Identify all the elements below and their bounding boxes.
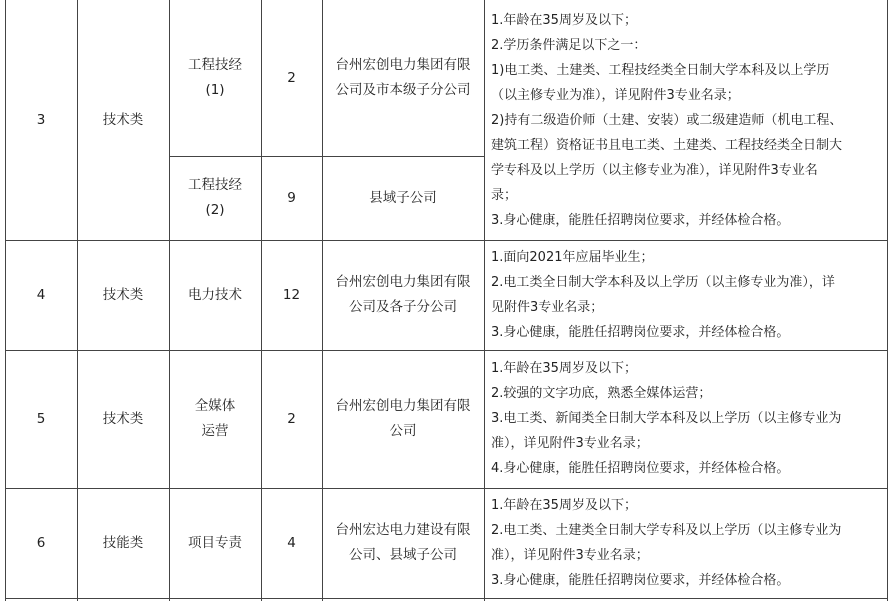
position-cell	[169, 488, 261, 598]
unit-cell	[322, 156, 484, 240]
position-text: 工程技经	[188, 57, 242, 73]
requirement-line: 准），详见附件3专业名录；	[491, 548, 649, 563]
count-text: 2	[287, 69, 296, 86]
count-cell	[261, 488, 322, 598]
category-text: 技术类	[102, 111, 144, 128]
requirement-line: 1.年龄在35周岁及以下；	[491, 498, 637, 513]
category-cell	[77, 488, 169, 598]
requirement-line: 见附件3专业名录；	[491, 300, 604, 315]
position-cell	[169, 240, 261, 350]
requirement-line: 3.身心健康，能胜任招聘岗位要求，并经体检合格。	[491, 213, 790, 228]
requirement-line: 3.身心健康，能胜任招聘岗位要求，并经体检合格。	[491, 325, 790, 340]
position-cell	[169, 0, 261, 156]
position-text: (2)	[205, 202, 225, 218]
requirements-cell	[485, 245, 887, 345]
unit-text: 台州宏创电力集团有限	[335, 398, 471, 414]
row-number	[5, 0, 77, 240]
category-text: 技术类	[102, 286, 144, 303]
count-cell	[261, 0, 322, 156]
requirement-line: 建筑工程）资格证书且电工类、土建类、工程技经类全日制大	[491, 138, 843, 153]
unit-text: 县域子公司	[369, 189, 437, 206]
unit-cell	[322, 0, 484, 156]
requirement-line: 3.电工类、新闻类全日制大学本科及以上学历（以主修专业为	[491, 411, 842, 426]
grid-line	[887, 0, 888, 601]
requirement-line: 准），详见附件3专业名录；	[491, 436, 649, 451]
row-number-text: 5	[36, 410, 46, 427]
unit-text: 公司及市本级子分公司	[335, 82, 471, 98]
category-cell	[77, 350, 169, 488]
requirement-line: 1.年龄在35周岁及以下；	[491, 13, 637, 28]
requirement-line: 1.年龄在35周岁及以下；	[491, 361, 637, 376]
unit-cell	[322, 240, 484, 350]
position-text: 电力技术	[188, 286, 242, 303]
requirement-line: 1.面向2021年应届毕业生；	[491, 250, 654, 265]
category-cell	[77, 240, 169, 350]
requirement-line: 2.较强的文字功底，熟悉全媒体运营；	[491, 386, 712, 401]
count-text: 9	[287, 189, 296, 206]
requirement-line: 学专科及以上学历（以主修专业为准），详见附件3专业名	[491, 163, 818, 178]
row-number-text: 3	[36, 111, 46, 128]
row-number-text: 4	[36, 286, 46, 303]
unit-cell	[322, 350, 484, 488]
row-number	[5, 240, 77, 350]
unit-text: 公司、县域子公司	[349, 547, 457, 563]
requirement-line: 3.身心健康，能胜任招聘岗位要求，并经体检合格。	[491, 573, 790, 588]
requirements-cell	[485, 493, 887, 593]
position-cell	[169, 156, 261, 240]
row-number-text: 6	[36, 534, 46, 551]
position-text: 工程技经	[188, 177, 242, 193]
count-cell	[261, 240, 322, 350]
requirement-line: （以主修专业为准），详见附件3专业名录；	[491, 88, 740, 103]
position-text: 全媒体	[194, 398, 236, 414]
category-text: 技能类	[102, 534, 144, 551]
unit-cell	[322, 488, 484, 598]
unit-text: 公司及各子分公司	[349, 299, 457, 315]
unit-text: 台州宏创电力集团有限	[335, 274, 471, 290]
unit-text: 台州宏达电力建设有限	[335, 522, 471, 538]
unit-text: 公司	[389, 423, 417, 439]
requirements-cell	[485, 8, 887, 233]
category-text: 技术类	[102, 410, 144, 427]
unit-text: 台州宏创电力集团有限	[335, 57, 471, 73]
position-text: 项目专责	[188, 534, 242, 551]
requirement-line: 2.电工类、土建类全日制大学专科及以上学历（以主修专业为	[491, 523, 842, 538]
requirement-line: 2)持有二级造价师（土建、安装）或二级建造师（机电工程、	[491, 113, 843, 128]
count-text: 2	[287, 410, 296, 427]
count-cell	[261, 156, 322, 240]
requirement-line: 录；	[491, 188, 518, 203]
position-cell	[169, 350, 261, 488]
position-text: 运营	[201, 423, 229, 439]
row-number	[5, 488, 77, 598]
category-cell	[77, 0, 169, 240]
grid-line	[5, 598, 888, 599]
count-text: 12	[282, 286, 301, 303]
row-number	[5, 350, 77, 488]
count-text: 4	[287, 534, 296, 551]
count-cell	[261, 350, 322, 488]
requirement-line: 1)电工类、土建类、工程技经类全日制大学本科及以上学历	[491, 63, 830, 78]
requirement-line: 4.身心健康，能胜任招聘岗位要求，并经体检合格。	[491, 461, 790, 476]
requirement-line: 2.电工类全日制大学本科及以上学历（以主修专业为准），详	[491, 275, 835, 290]
requirement-line: 2.学历条件满足以下之一：	[491, 38, 647, 53]
position-text: (1)	[205, 82, 225, 98]
requirements-cell	[485, 356, 887, 481]
